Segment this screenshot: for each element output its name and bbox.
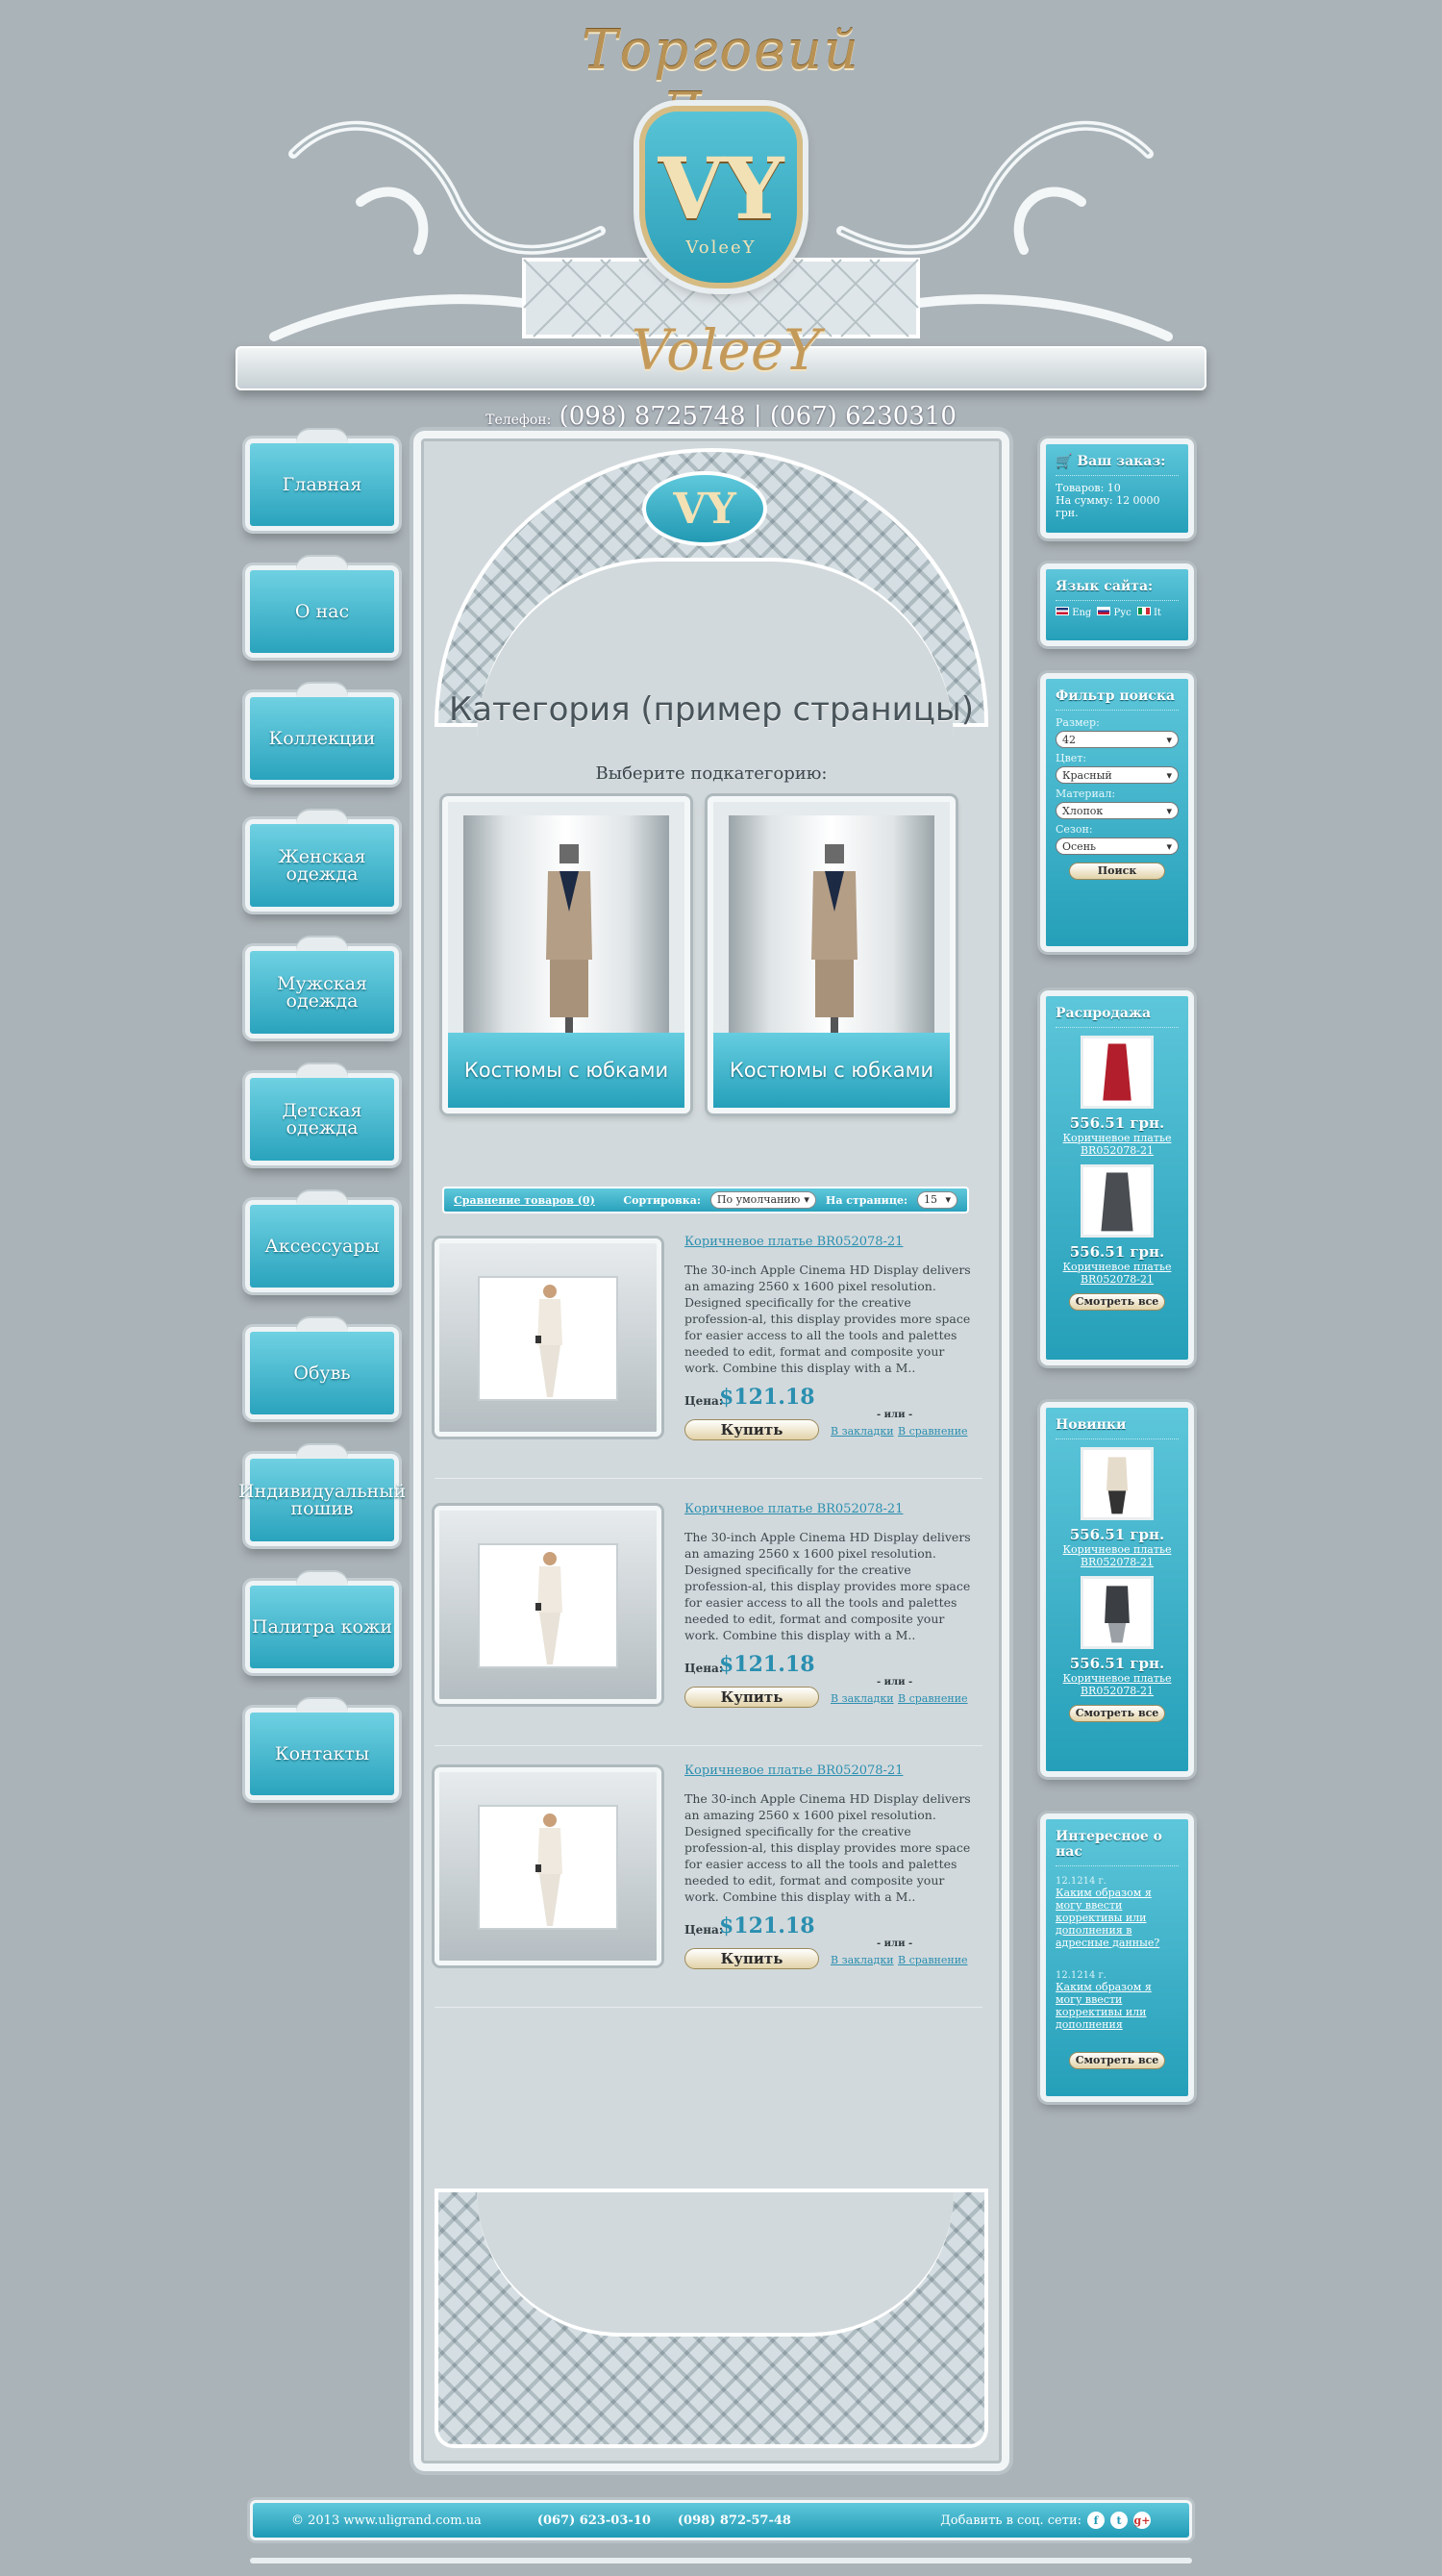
product-price: $121.18 (719, 1652, 815, 1677)
product-image[interactable] (435, 1238, 661, 1437)
chevron-down-icon: ▾ (1166, 804, 1172, 817)
size-select[interactable] (1056, 731, 1179, 748)
new-item-image[interactable] (1081, 1447, 1154, 1520)
crest-monogram: VY (658, 138, 784, 238)
sale-widget (1040, 990, 1194, 1365)
menu-item-label: Индивидуальный пошив (237, 1481, 407, 1519)
language-title: Язык сайта: (1056, 579, 1179, 601)
news-date: 12.1214 г. (1056, 1876, 1106, 1887)
menu-item-collections[interactable] (245, 692, 399, 785)
product-title-link[interactable]: Коричневое платье BR052078-21 (684, 1763, 904, 1778)
lang-ru-label: Рус (1113, 608, 1131, 618)
bottom-ornament (435, 2188, 988, 2448)
menu-item-label: Мужская одежда (277, 973, 367, 1012)
size-value: 42 (1062, 733, 1076, 746)
footer-phone-2: (098) 872-57-48 (677, 2513, 791, 2528)
wishlist-link[interactable]: В закладки (831, 1954, 894, 1966)
or-separator: - или - (877, 1677, 913, 1688)
cart-title (1056, 454, 1179, 476)
copyright: © 2013 www.uligrand.com.ua (291, 2513, 482, 2528)
menu-item-women[interactable] (245, 819, 399, 912)
subcategory-card[interactable] (708, 796, 956, 1113)
search-button[interactable]: Поиск (1069, 863, 1165, 880)
footer-baseline (250, 2558, 1192, 2563)
phone-1: (098) 8725748 (559, 402, 746, 431)
menu-item-label: Детская одежда (282, 1100, 362, 1138)
season-select[interactable] (1056, 838, 1179, 855)
red-dress-figure (1083, 1038, 1151, 1106)
sale-item-name[interactable]: Коричневое платье BR052078-21 (1062, 1261, 1172, 1286)
sale-item-name[interactable]: Коричневое платье BR052078-21 (1062, 1132, 1172, 1157)
chevron-down-icon: ▾ (1166, 733, 1172, 746)
new-item-name[interactable]: Коричневое платье BR052078-21 (1062, 1543, 1172, 1568)
price-label: Цена: (684, 1394, 724, 1408)
subcategory-card[interactable] (442, 796, 690, 1113)
material-value: Хлопок (1062, 804, 1104, 817)
site-footer (250, 2500, 1192, 2540)
or-separator: - или - (877, 1410, 913, 1420)
about-news-widget (1040, 1813, 1194, 2102)
subcategory-image (463, 815, 669, 1035)
phone-2: (067) 6230310 (769, 402, 957, 431)
search-filter-widget (1040, 673, 1194, 952)
compare-link[interactable]: Сравнение товаров (0) (454, 1193, 595, 1207)
product-item (435, 1496, 982, 1746)
product-photo (478, 1805, 618, 1930)
menu-item-leather-palette[interactable] (245, 1581, 399, 1673)
footer-phone-1: (067) 623-03-10 (536, 2513, 651, 2528)
season-value: Осень (1062, 839, 1097, 853)
chevron-down-icon: ▾ (804, 1193, 809, 1206)
sale-item-image[interactable] (1081, 1036, 1154, 1109)
lang-en[interactable] (1056, 607, 1091, 618)
dark-outfit-figure (1083, 1579, 1151, 1646)
menu-item-label: Контакты (274, 1743, 370, 1764)
new-item-price: 556.51 грн. (1069, 1526, 1165, 1543)
brand-script-title: Торговий (582, 19, 860, 82)
lang-en-label: Eng (1072, 608, 1092, 618)
uk-flag-icon (1056, 607, 1069, 615)
menu-item-label: Коллекции (268, 728, 376, 749)
add-compare-link[interactable]: В сравнение (898, 1954, 968, 1966)
sale-title: Распродажа (1056, 1006, 1179, 1028)
model-figure (480, 1807, 620, 1932)
subcategory-label: Костюмы с юбками (713, 1033, 950, 1108)
menu-item-home[interactable] (245, 438, 399, 531)
new-item-image[interactable] (1081, 1576, 1154, 1649)
suit-figure (808, 844, 861, 1037)
color-select[interactable] (1056, 766, 1179, 784)
chevron-down-icon: ▾ (1166, 839, 1172, 853)
sale-item-price: 556.51 грн. (1069, 1243, 1165, 1261)
buy-button[interactable]: Купить (684, 1687, 819, 1708)
product-price: $121.18 (719, 1385, 815, 1410)
product-price: $121.18 (719, 1913, 815, 1938)
cart-icon: 🛒 (1056, 454, 1073, 469)
or-separator: - или - (877, 1938, 913, 1949)
per-page-label: На странице: (825, 1193, 907, 1207)
phone-separator: | (753, 402, 762, 431)
filter-title: Фильтр поиска (1056, 688, 1179, 711)
price-label: Цена: (684, 1662, 724, 1675)
product-image[interactable] (435, 1767, 661, 1965)
sale-item-image[interactable] (1081, 1164, 1154, 1238)
lang-it[interactable] (1137, 607, 1161, 618)
menu-item-label: Женская одежда (278, 846, 366, 885)
price-label: Цена: (684, 1923, 724, 1937)
product-toolbar (442, 1187, 969, 1213)
sale-view-all-button[interactable]: Смотреть все (1069, 1293, 1165, 1311)
social-label: Добавить в соц. сети: (940, 2513, 1082, 2528)
add-compare-link[interactable]: В сравнение (898, 1425, 968, 1438)
twitter-icon[interactable]: t (1110, 2512, 1128, 2529)
menu-item-label: Аксессуары (264, 1236, 380, 1257)
it-flag-icon (1137, 607, 1151, 615)
suit-figure (542, 844, 596, 1037)
news-link[interactable]: Каким образом я могу ввести коррективы или дополнения (1056, 1981, 1152, 2031)
about-news-title: Интересное о нас (1056, 1829, 1179, 1866)
sort-value: По умолчанию (716, 1193, 801, 1206)
add-compare-link[interactable]: В сравнение (898, 1692, 968, 1705)
model-figure (480, 1545, 620, 1670)
new-item-price: 556.51 грн. (1069, 1655, 1165, 1672)
cart-widget[interactable] (1040, 438, 1194, 538)
menu-item-kids[interactable] (245, 1073, 399, 1165)
buy-button[interactable]: Купить (684, 1419, 819, 1440)
color-label: Цвет: (1056, 752, 1087, 764)
header-crest (639, 106, 803, 288)
header-phones (481, 402, 961, 431)
subcategory-prompt: Выберите подкатегорию: (595, 763, 828, 784)
beige-outfit-figure (1083, 1450, 1151, 1517)
wishlist-link[interactable]: В закладки (831, 1425, 894, 1438)
chevron-down-icon: ▾ (945, 1193, 951, 1206)
subcategory-image (729, 815, 934, 1035)
crest-name: VoleeY (685, 238, 757, 258)
menu-item-label: О нас (294, 601, 350, 622)
menu-item-label: Обувь (293, 1363, 351, 1384)
color-value: Красный (1062, 768, 1112, 782)
chevron-down-icon: ▾ (1166, 768, 1172, 782)
menu-item-shoes[interactable] (245, 1327, 399, 1419)
new-arrivals-view-all-button[interactable]: Смотреть все (1069, 1705, 1165, 1722)
material-select[interactable] (1056, 802, 1179, 819)
google-plus-icon[interactable]: g+ (1133, 2512, 1151, 2529)
content-crest: VY (642, 471, 767, 546)
product-photo (478, 1276, 618, 1401)
menu-item-label: Палитра кожи (251, 1616, 393, 1638)
about-news-view-all-button[interactable]: Смотреть все (1069, 2052, 1165, 2069)
brand-logo-bottom: VoleeY (631, 317, 821, 383)
sale-item (1056, 1036, 1179, 1157)
menu-item-label: Главная (282, 474, 362, 495)
product-description: The 30-inch Apple Cinema HD Display delivers an amazing 2560 x 1600 pixel resolution. Designed specifically for the creative profession-al, this display provides more space for easier access to all the tools and palettes needed to edit, format and composite your work. Combine this display with a M.. (684, 1791, 971, 1904)
menu-item-accessories[interactable] (245, 1200, 399, 1292)
language-widget (1040, 563, 1194, 646)
product-image[interactable] (435, 1506, 661, 1704)
menu-item-men[interactable] (245, 946, 399, 1038)
new-item-name[interactable]: Коричневое платье BR052078-21 (1062, 1672, 1172, 1697)
sort-label: Сортировка: (623, 1193, 701, 1207)
bottom-ornament-inner (477, 2192, 954, 2337)
product-title-link[interactable]: Коричневое платье BR052078-21 (684, 1502, 904, 1516)
facebook-icon[interactable]: f (1087, 2512, 1105, 2529)
product-description: The 30-inch Apple Cinema HD Display delivers an amazing 2560 x 1600 pixel resolution. Designed specifically for the creative profession-al, this display provides more space for easier access to all the tools and palettes needed to edit, format and composite your work. Combine this display with a M.. (684, 1263, 971, 1375)
social-links (940, 2512, 1151, 2529)
news-link[interactable]: Каким образом я могу ввести коррективы или дополнения в адресные данные? (1056, 1887, 1160, 1949)
news-date: 12.1214 г. (1056, 1970, 1106, 1981)
per-page-select[interactable] (917, 1191, 957, 1209)
lang-it-label: It (1153, 608, 1161, 618)
sale-item (1056, 1164, 1179, 1286)
sort-select[interactable] (710, 1191, 816, 1209)
menu-item-contacts[interactable] (245, 1708, 399, 1800)
new-arrivals-widget (1040, 1402, 1194, 1777)
new-arrivals-title: Новинки (1056, 1417, 1179, 1439)
cart-items-count: Товаров: 10 (1056, 482, 1121, 494)
material-label: Материал: (1056, 788, 1116, 800)
cart-sum: На сумму: 12 0000 грн. (1056, 494, 1160, 519)
lang-ru[interactable] (1097, 607, 1131, 618)
subcategory-label: Костюмы с юбками (448, 1033, 684, 1108)
wishlist-link[interactable]: В закладки (831, 1692, 894, 1705)
cart-title-text: Ваш заказ: (1077, 454, 1166, 469)
product-item (435, 1229, 982, 1479)
phone-label: Телефон: (485, 413, 552, 428)
buy-button[interactable]: Купить (684, 1948, 819, 1969)
model-figure (480, 1278, 620, 1403)
grey-coat-figure (1083, 1167, 1151, 1235)
ru-flag-icon (1097, 607, 1110, 615)
content-panel (413, 431, 1009, 2471)
page-title: Категория (пример страницы) (449, 690, 974, 729)
sale-item-price: 556.51 грн. (1069, 1114, 1165, 1132)
per-page-value: 15 (924, 1193, 937, 1206)
menu-item-about[interactable] (245, 565, 399, 658)
menu-item-tailoring[interactable] (237, 1454, 407, 1546)
product-description: The 30-inch Apple Cinema HD Display delivers an amazing 2560 x 1600 pixel resolution. Designed specifically for the creative profession-al, this display provides more space for easier access to all the tools and palettes needed to edit, format and composite your work. Combine this display with a M.. (684, 1530, 971, 1642)
product-item (435, 1758, 982, 2008)
product-title-link[interactable]: Коричневое платье BR052078-21 (684, 1235, 904, 1249)
new-item (1056, 1447, 1179, 1568)
season-label: Сезон: (1056, 823, 1093, 836)
new-item (1056, 1576, 1179, 1697)
language-flags (1056, 607, 1179, 618)
site-header (236, 0, 1206, 404)
size-label: Размер: (1056, 716, 1100, 729)
product-photo (478, 1543, 618, 1668)
